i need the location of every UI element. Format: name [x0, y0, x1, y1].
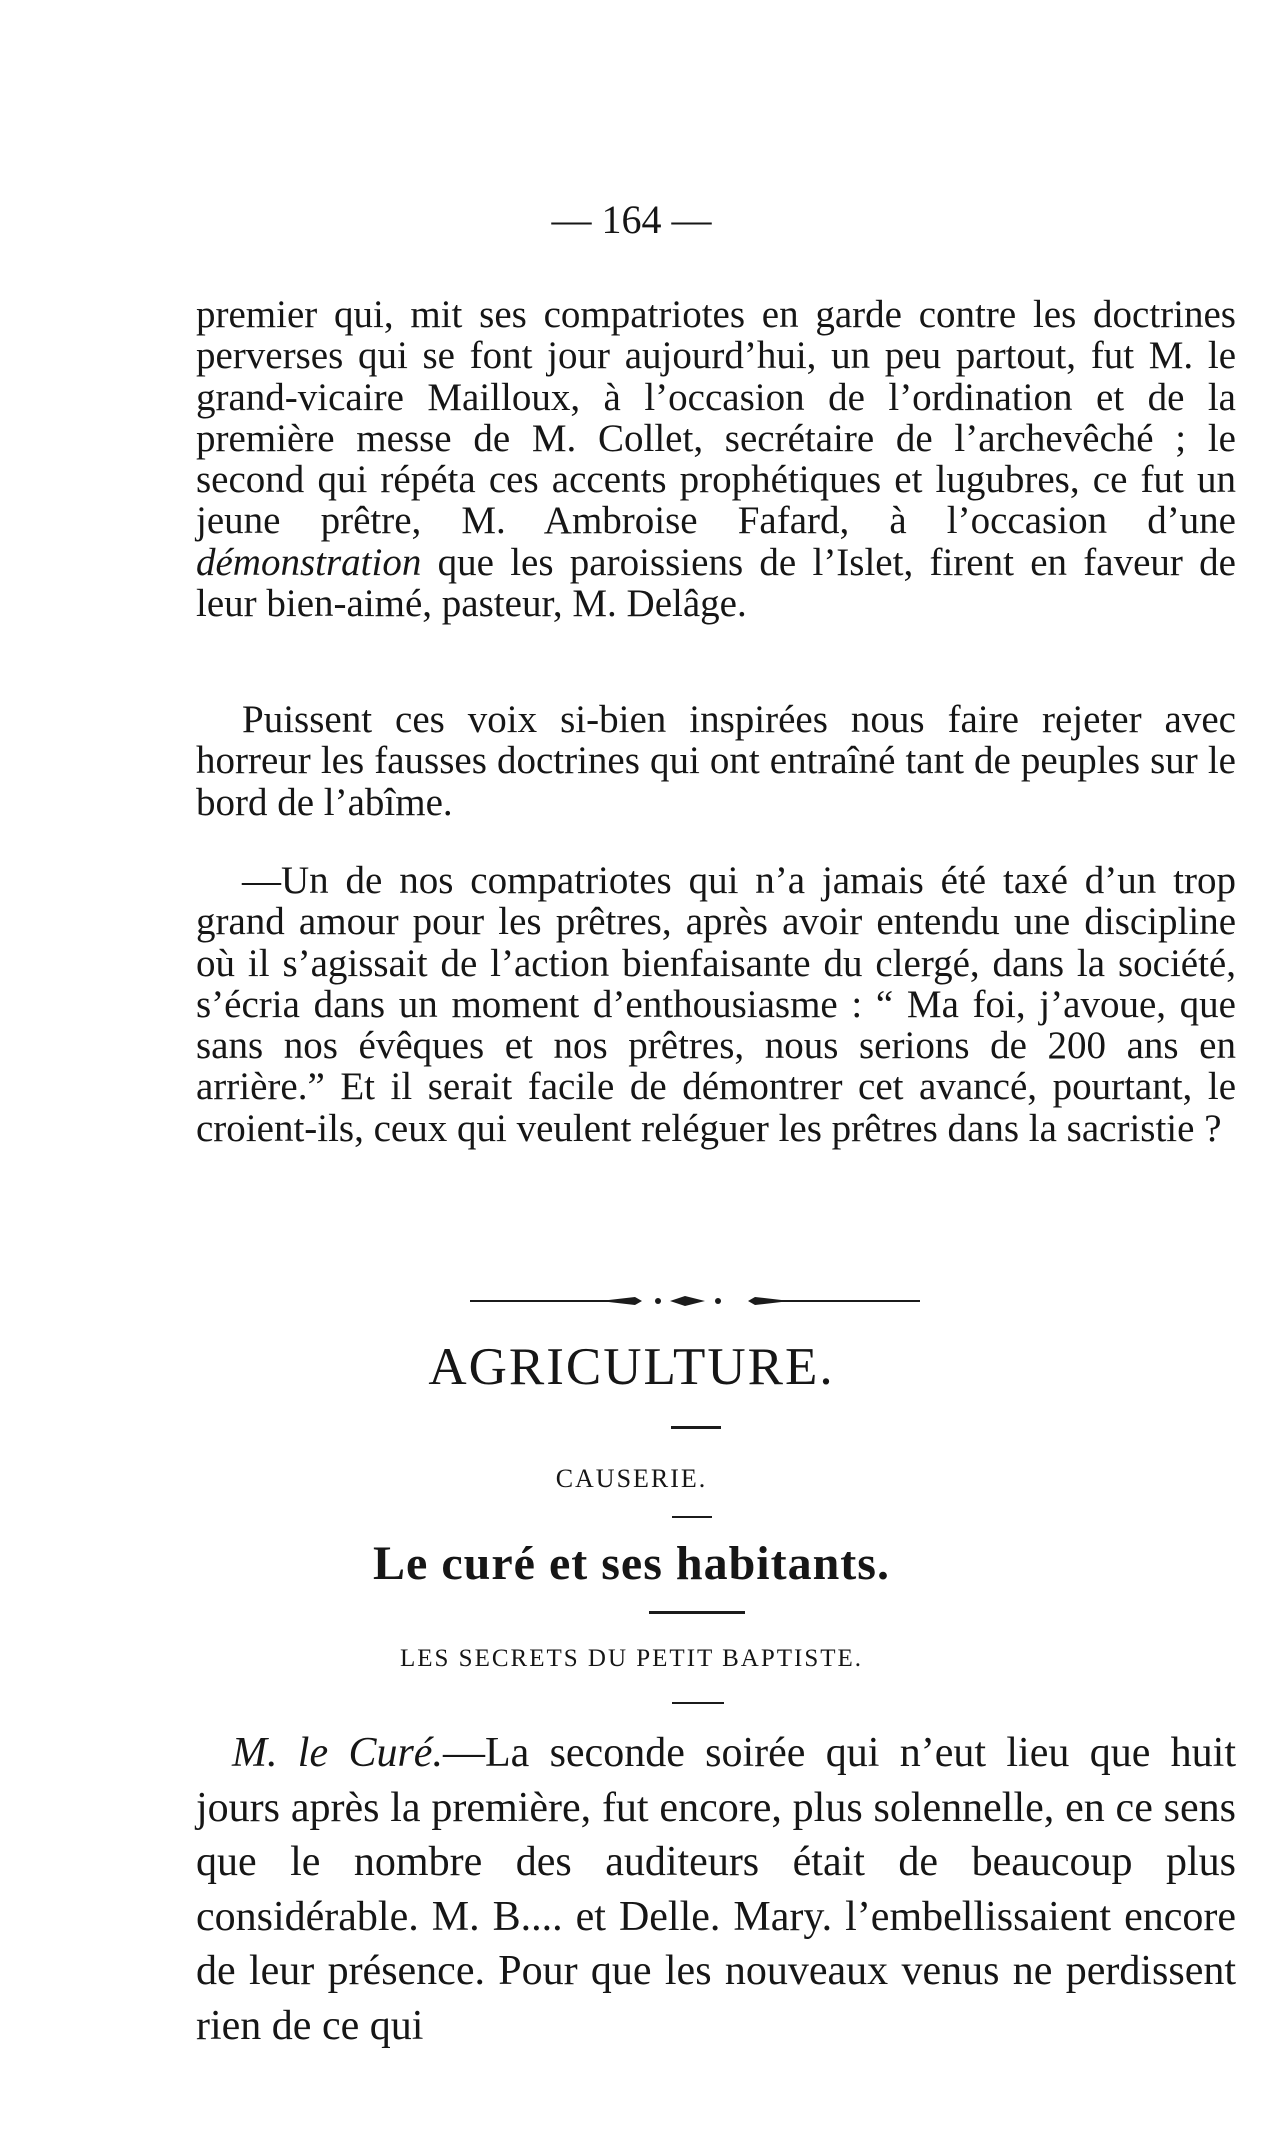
section-subheading: CAUSERIE. [555, 1464, 708, 1493]
divider-rule [671, 1426, 721, 1429]
page-number: — 164 — [551, 197, 712, 242]
paragraph-2 [196, 699, 1236, 823]
divider-rule [649, 1611, 745, 1614]
paragraph-1 [196, 294, 1236, 624]
divider-rule [672, 1516, 712, 1518]
paragraph-1-text: premier qui, mit ses compatriotes en garde contre les doctrines perverses qui se font jour aujourd’hui, un peu partout, fut M. le grand-vicaire Mailloux, à l’occasion de l’ordination et de la première messe de M. Collet, secrétaire de l’archevêché ; le second qui répéta ces accents prophétiques et lugubres, ce fut un jeune prêtre, M. Ambroise Fafard, à l’occasion d’une [196, 293, 1236, 543]
divider-rule [672, 1702, 724, 1704]
paragraph-2-text: Puissent ces voix si-bien inspirées nous faire rejeter avec horreur les fausses doctrines qui ont entraîné tant de peuples sur le bord de l’abîme. [196, 698, 1236, 824]
paragraph-1-emphasis: démonstration [196, 540, 422, 584]
article-title: Le curé et ses habitants. [373, 1537, 890, 1590]
paragraph-1-text-after: que les paroissiens de l’Islet, firent en faveur de leur bien-aimé, pasteur, M. Delâge. [196, 540, 1236, 626]
article-body [196, 1726, 1236, 2054]
speaker-name: M. le Curé. [232, 1730, 443, 1776]
article-body-text: —La seconde soirée qui n’eut lieu que huit jours après la première, fut encore, plus solennelle, en ce sens que le nombre des auditeurs était de beaucoup plus considérable. M. B.... et Delle. Mary. l’embellissaient encore de leur présence. Pour que les nouveaux venus ne perdissent rien de ce qui [196, 1730, 1237, 2049]
section-title: AGRICULTURE. [428, 1338, 835, 1396]
section-ornament [470, 1293, 920, 1309]
paragraph-3 [196, 860, 1236, 1149]
paragraph-3-text: —Un de nos compatriotes qui n’a jamais été taxé d’un trop grand amour pour les prêtres, après avoir entendu une discipline où il s’agissait de l’action bienfaisante du clergé, dans la société, s’écria dans un moment d’enthousiasme : “ Ma foi, j’avoue, que sans nos évêques et nos prêtres, nous serions de 200 ans en arrière.” Et il serait facile de démontrer cet avancé, pourtant, le croient-ils, ceux qui veulent reléguer les prêtres dans la sacristie ? [196, 859, 1236, 1150]
article-byline: LES SECRETS DU PETIT BAPTISTE. [399, 1645, 864, 1672]
